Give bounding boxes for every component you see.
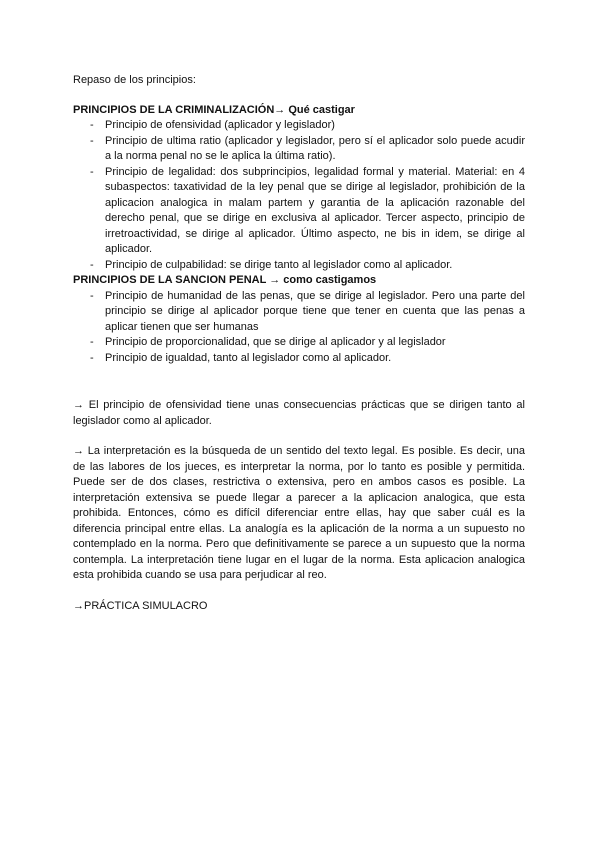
bullet-dash: - bbox=[90, 165, 94, 178]
list-item bbox=[73, 258, 525, 274]
list-item-text: Principio de humanidad de las penas, que se dirige al legislador. Pero una parte del principio se dirige al aplicador porque tiene que tener en cuenta que las penas a aplicar tienen que ser humanas bbox=[105, 289, 525, 333]
bullet-dash: - bbox=[90, 351, 94, 364]
spacer bbox=[73, 584, 525, 599]
bullet-list-criminalizacion bbox=[73, 118, 525, 273]
list-item-text: Principio de ultima ratio (aplicador y legislador, pero sí el aplicador solo puede acudir a la norma penal no se le aplica la última ratio). bbox=[105, 134, 525, 162]
list-item bbox=[73, 165, 525, 258]
bullet-dash: - bbox=[90, 258, 94, 271]
bullet-dash: - bbox=[90, 134, 94, 147]
list-item-text: Principio de ofensividad (aplicador y legislador) bbox=[105, 119, 335, 131]
bullet-list-sancion-penal bbox=[73, 289, 525, 367]
spacer bbox=[73, 429, 525, 444]
list-item bbox=[73, 335, 525, 351]
paragraph-interpretacion: → La interpretación es la búsqueda de un sentido del texto legal. Es posible. Es decir, una de las labores de los jueces, es interpretar la norma, por lo tanto es posible y permitida. Puede ser de dos clases, restrictiva o extensiva, pero en ambos casos es posible. La interpretación extensiva se puede llegar a parecer a la aplicacion analogica, que esta prohibida. Entonces, cómo es difícil diferenciar entre ellas, hay que saber cuál es la diferencia principal entre ellas. La analogía es la aplicación de la norma a un supuesto no contemplado en la norma. Pero que definitivamente se parece a un supuesto que la norma contempla. La interpretación tiene lugar en el lugar de la norma. Esta aplicacion analogica esta prohibida cuando se usa para perjudicar al reo. bbox=[73, 445, 525, 581]
section-heading-sancion-penal: PRINCIPIOS DE LA SANCION PENAL → como castigamos bbox=[73, 274, 377, 286]
list-item-text: Principio de igualdad, tanto al legislador como al aplicador. bbox=[105, 351, 392, 364]
document-body bbox=[73, 73, 525, 614]
spacer bbox=[73, 366, 525, 398]
list-item bbox=[73, 118, 525, 134]
list-item-text: Principio de culpabilidad: se dirige tanto al legislador como al aplicador. bbox=[105, 258, 453, 271]
list-item-text: Principio de legalidad: dos subprincipios, legalidad formal y material. Material: en 4 subaspectos: taxatividad de la ley penal que se dirige al legislador, prohibición de la aplicacion analogica in malam partem y garantia de la aplicación razonable del derecho penal, que se dirige en exclusiva al aplicador. Tercer aspecto, principio de irretroactividad, se dirige al aplicador. Último aspecto, ne bis in idem, se dirige al aplicador. bbox=[105, 165, 525, 255]
paragraph-practica-simulacro: →PRÁCTICA SIMULACRO bbox=[73, 599, 208, 612]
list-item bbox=[73, 351, 525, 367]
section-heading-criminalizacion: PRINCIPIOS DE LA CRIMINALIZACIÓN→ Qué castigar bbox=[73, 103, 355, 116]
list-item bbox=[73, 134, 525, 165]
bullet-dash: - bbox=[90, 336, 94, 348]
list-item-text: Principio de proporcionalidad, que se dirige al aplicador y al legislador bbox=[105, 336, 446, 348]
bullet-dash: - bbox=[90, 289, 94, 302]
bullet-dash: - bbox=[90, 119, 94, 131]
intro-text: Repaso de los principios: bbox=[73, 74, 196, 86]
paragraph-ofensividad: → El principio de ofensividad tiene unas consecuencias prácticas que se dirigen tanto al legislador como al aplicador. bbox=[73, 399, 525, 427]
list-item bbox=[73, 289, 525, 336]
